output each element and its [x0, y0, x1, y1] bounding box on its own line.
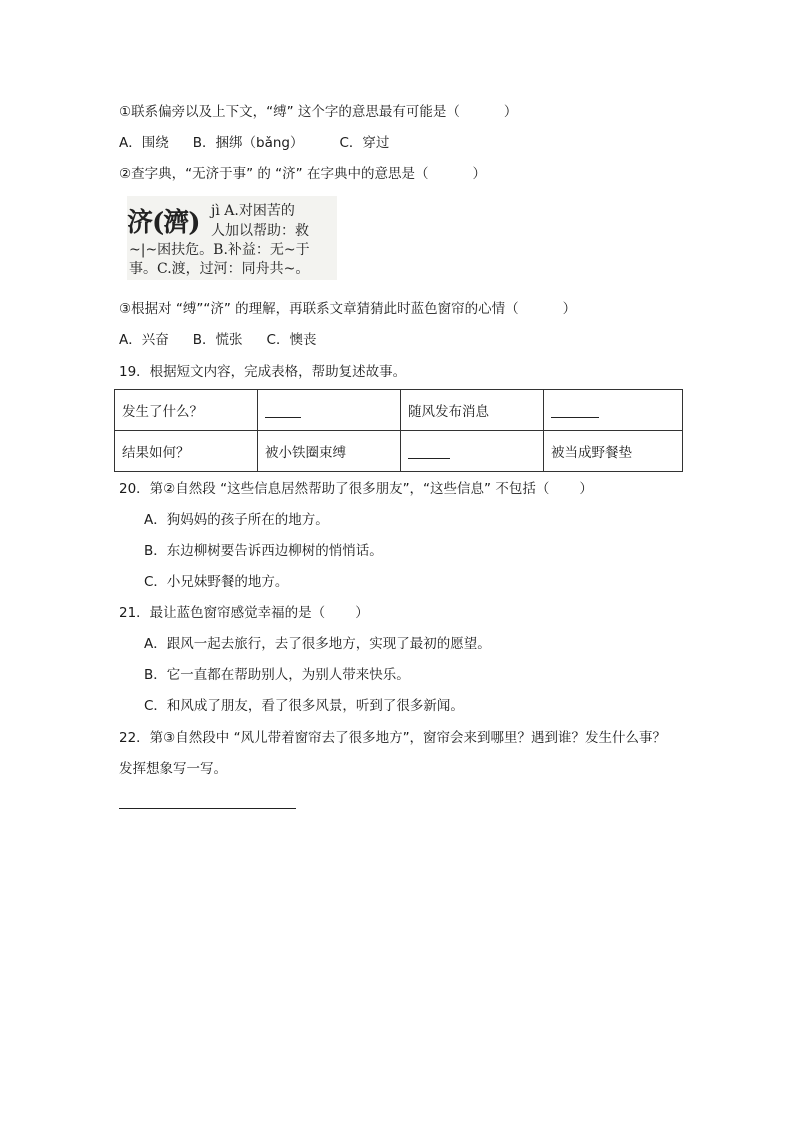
- q20-option-b[interactable]: B．东边柳树要告诉西边柳树的悄悄话。: [144, 543, 383, 559]
- q19-title: 19．根据短文内容，完成表格，帮助复述故事。: [119, 364, 407, 380]
- fill-blank[interactable]: [551, 403, 599, 418]
- q18-sub1-stem: ①联系偏旁以及上下文，“缚” 这个字的意思最有可能是（ ）: [119, 104, 518, 120]
- table-cell: 被小铁圈束缚: [258, 431, 401, 472]
- q20-option-a[interactable]: A．狗妈妈的孩子所在的地方。: [144, 512, 329, 528]
- option-b[interactable]: B．捆绑（bǎng）: [192, 135, 304, 151]
- q21-option-c[interactable]: C．和风成了朋友，看了很多风景，听到了很多新闻。: [144, 698, 464, 714]
- q20-title: 20．第②自然段 “这些信息居然帮助了很多朋友”，“这些信息” 不包括（ ）: [119, 481, 593, 497]
- q21-option-b[interactable]: B．它一直都在帮助别人，为别人带来快乐。: [144, 667, 410, 683]
- table-row: [115, 390, 683, 431]
- option-c[interactable]: C．穿过: [339, 135, 390, 151]
- dictionary-line: 事。C.渡，过河：同舟共~。: [129, 261, 310, 277]
- table-cell: 随风发布消息: [401, 390, 544, 431]
- table-cell-blank[interactable]: [258, 390, 401, 431]
- table-cell: 发生了什么？: [115, 390, 258, 431]
- q18-sub3-options: [119, 330, 316, 350]
- table-cell: 结果如何？: [115, 431, 258, 472]
- q21-option-a[interactable]: A．跟风一起去旅行，去了很多地方，实现了最初的愿望。: [144, 636, 491, 652]
- fill-blank[interactable]: [408, 444, 450, 459]
- q22-line1: 22．第③自然段中 “风儿带着窗帘去了很多地方”，窗帘会来到哪里？遇到谁？发生什么事？: [119, 730, 667, 746]
- q20-option-c[interactable]: C．小兄妹野餐的地方。: [144, 574, 289, 590]
- q18-sub3-stem: ③根据对 “缚”“济” 的理解，再联系文章猜猜此时蓝色窗帘的心情（ ）: [119, 301, 577, 317]
- table-cell-blank[interactable]: [544, 390, 683, 431]
- q18-sub1-options: [119, 133, 389, 153]
- table-cell-blank[interactable]: [401, 431, 544, 472]
- option-c[interactable]: C．懊丧: [266, 332, 317, 348]
- option-b[interactable]: B．慌张: [192, 332, 243, 348]
- dictionary-line: ~|~困扶危。B.补益：无~于: [129, 242, 310, 258]
- dictionary-headword: 济(濟): [127, 208, 200, 238]
- option-a[interactable]: A．兴奋: [119, 332, 169, 348]
- q22-line2: 发挥想象写一写。: [119, 761, 227, 777]
- option-a[interactable]: A．围绕: [119, 135, 169, 151]
- q21-title: 21．最让蓝色窗帘感觉幸福的是（ ）: [119, 605, 369, 621]
- q18-sub2-stem: ②查字典，“无济于事” 的 “济” 在字典中的意思是（ ）: [119, 166, 486, 182]
- dictionary-excerpt-image: [127, 196, 337, 280]
- dictionary-line: 人加以帮助：救: [211, 223, 309, 239]
- answer-write-line[interactable]: [119, 808, 296, 809]
- fill-blank[interactable]: [265, 403, 301, 418]
- story-table: [114, 389, 683, 472]
- dictionary-line: jì A.对困苦的: [211, 203, 295, 219]
- table-cell: 被当成野餐垫: [544, 431, 683, 472]
- table-row: [115, 431, 683, 472]
